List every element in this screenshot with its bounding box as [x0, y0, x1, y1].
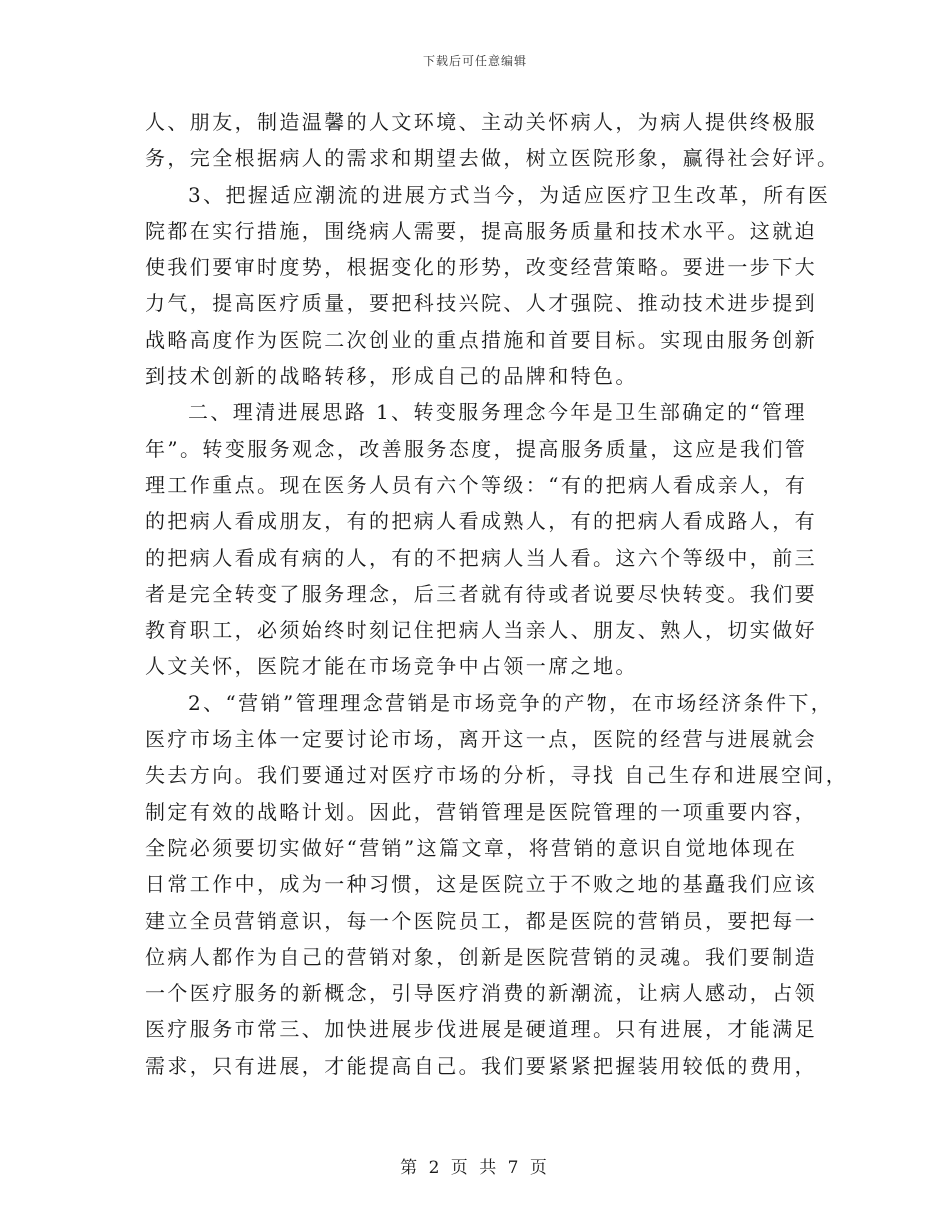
text-line: 日常工作中，成为一种习惯，这是医院立于不败之地的基矗我们应该 [145, 872, 817, 897]
text-line: 力气，提高医疗质量，要把科技兴院、人才强院、推动技术进步提到 [145, 291, 817, 316]
text-line: 人、朋友，制造温馨的人文环境、主动关怀病人，为病人提供终极服 [145, 110, 817, 134]
text-line: 教育职工，必须始终时刻记住把病人当亲人、朋友、熟人，切实做好 [145, 618, 817, 643]
text-line: 二、理清进展思路 1、转变服务理念今年是卫生部确定的“管理 [188, 400, 807, 425]
text-line: 全院必须要切实做好“营销”这篇文章，将营销的意识自觉地体现在 [145, 835, 798, 860]
text-line: 年”。转变服务观念，改善服务态度，提高服务质量，这应是我们管 [145, 436, 808, 461]
text-line: 失去方向。我们要通过对医疗市场的分析，寻找 自己生存和进展空间， [145, 763, 849, 788]
page-header: 下载后可任意编辑 [422, 54, 527, 68]
text-line: 需求，只有进展，才能提高自己。我们要紧紧把握装用较低的费用， [145, 1053, 817, 1078]
text-line: 一个医疗服务的新概念，引导医疗消费的新潮流，让病人感动，占领 [145, 981, 817, 1006]
text-line: 医疗市场主体一定要讨论市场，离开这一点，医院的经营与进展就会 [145, 727, 817, 752]
text-line: 医疗服务市常三、加快进展步伐进展是硬道理。只有进展，才能满足 [145, 1017, 817, 1042]
text-line: 院都在实行措施，围绕病人需要，提高服务质量和技术水平。这就迫 [145, 218, 817, 243]
document-body [0, 104, 950, 1084]
text-line: 的把病人看成有病的人，有的不把病人当人看。这六个等级中，前三 [145, 545, 817, 570]
text-line: 理工作重点。现在医务人员有六个等级：“有的把病人看成亲人，有 [145, 472, 808, 497]
text-line: 位病人都作为自己的营销对象，创新是医院营销的灵魂。我们要制造 [145, 944, 817, 969]
text-line: 务，完全根据病人的需求和期望去做，树立医院形象，赢得社会好评。 [145, 146, 840, 171]
text-line: 到技术创新的战略转移，形成自己的品牌和特色。 [145, 364, 638, 389]
text-line: 战略高度作为医院二次创业的重点措施和首要目标。实现由服务创新 [145, 327, 817, 352]
text-line: 制定有效的战略计划。因此，营销管理是医院管理的一项重要内容， [145, 799, 817, 824]
text-line: 2、“营销”管理理念营销是市场竞争的产物，在市场经济条件下， [188, 690, 834, 715]
text-line: 的把病人看成朋友，有的把病人看成熟人，有的把病人看成路人，有 [145, 509, 817, 534]
text-line: 建立全员营销意识，每一个医院员工，都是医院的营销员，要把每一 [145, 908, 817, 933]
page-number: 第 2 页 共 7 页 [400, 1158, 550, 1178]
text-line: 人文关怀，医院才能在市场竞争中占领一席之地。 [145, 654, 638, 679]
text-line: 3、把握适应潮流的进展方式当今，为适应医疗卫生改革，所有医 [188, 182, 831, 207]
text-line: 使我们要审时度势，根据变化的形势，改变经营策略。要进一步下大 [145, 255, 817, 280]
text-line: 者是完全转变了服务理念，后三者就有待或者说要尽快转变。我们要 [145, 581, 817, 606]
